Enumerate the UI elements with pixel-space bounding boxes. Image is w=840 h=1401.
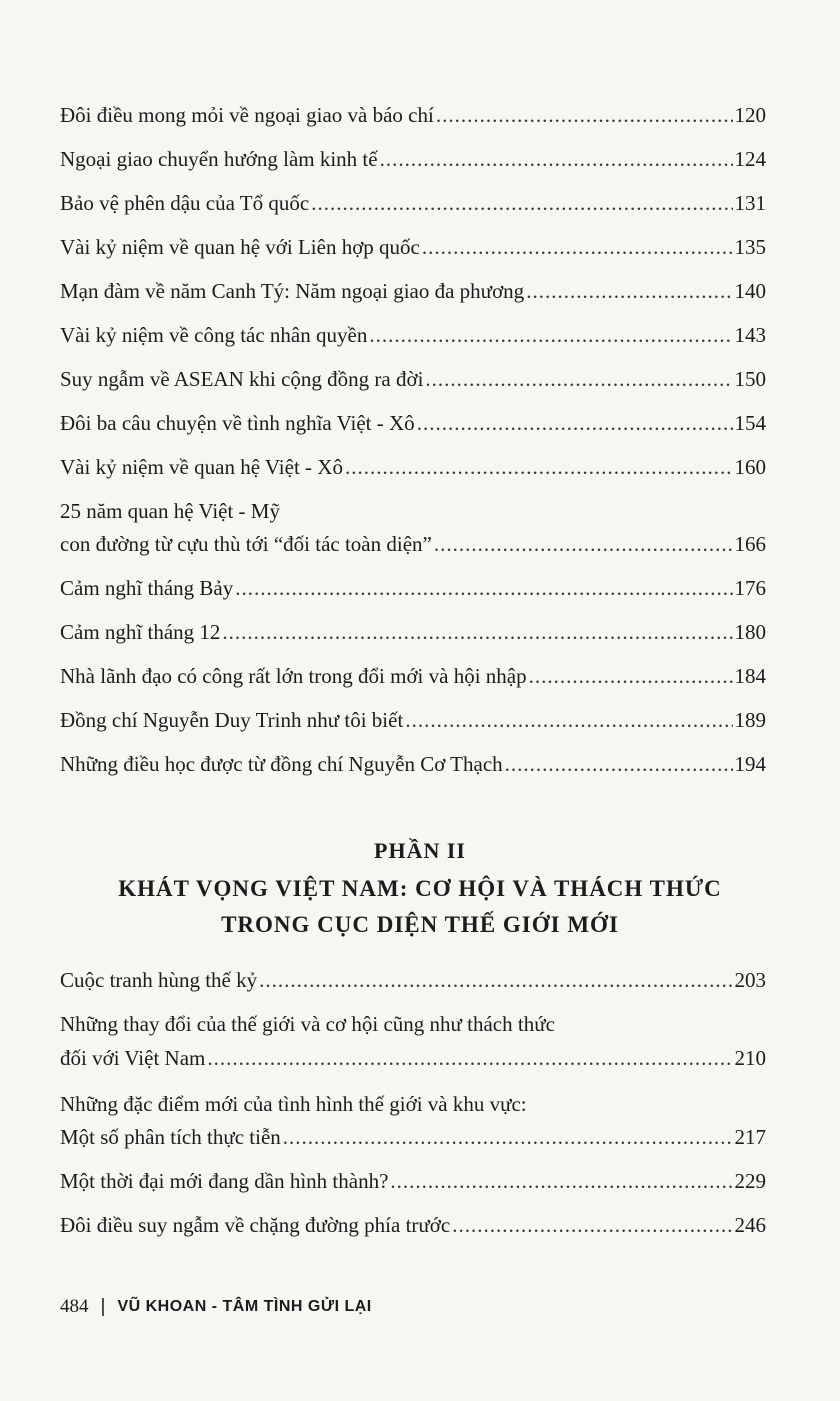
toc-entry <box>60 366 766 392</box>
toc-entry <box>60 190 766 216</box>
toc-entry-title: Vài kỷ niệm về quan hệ với Liên hợp quốc <box>60 235 420 259</box>
toc-leader-dots <box>222 619 732 645</box>
toc-entry <box>60 454 766 480</box>
part-label: PHẦN II <box>374 838 466 863</box>
toc-entry <box>60 1212 766 1238</box>
toc-entry-title: Vài kỷ niệm về quan hệ Việt - Xô <box>60 455 343 479</box>
toc-entry <box>60 278 766 304</box>
toc-entry-title: Những điều học được từ đồng chí Nguyễn Cơ Thạch <box>60 752 503 776</box>
toc-entry-page: 203 <box>734 968 766 992</box>
toc-leader-dots <box>380 146 733 172</box>
toc-leader-dots <box>369 322 732 348</box>
toc-entry <box>60 102 766 128</box>
toc-entry <box>60 1045 766 1071</box>
toc-entry-page: 166 <box>734 532 766 556</box>
toc-leader-dots <box>207 1045 732 1071</box>
toc-entry <box>60 575 766 601</box>
toc-entry-title: Mạn đàm về năm Canh Tý: Năm ngoại giao đa phương <box>60 279 525 303</box>
footer-book-title: VŨ KHOAN - TÂM TÌNH GỬI LẠI <box>117 1298 372 1315</box>
toc-entry-page: 124 <box>734 147 766 171</box>
toc-entry-page: 176 <box>734 576 766 600</box>
toc-entry <box>60 146 766 172</box>
toc-entry-first-line: 25 năm quan hệ Việt - Mỹ <box>60 499 280 523</box>
toc-entry-page: 184 <box>734 664 766 688</box>
toc-entry-title: Cuộc tranh hùng thế kỷ <box>60 968 258 992</box>
page-footer <box>60 1296 372 1318</box>
toc-entry-title: Đôi ba câu chuyện về tình nghĩa Việt - Xô <box>60 411 415 435</box>
toc-entry <box>60 1168 766 1194</box>
toc-entry-title: Đồng chí Nguyễn Duy Trinh như tôi biết <box>60 708 404 732</box>
toc-entry-page: 154 <box>734 411 766 435</box>
toc-entry-title: Đôi điều suy ngẫm về chặng đường phía trước <box>60 1213 451 1237</box>
toc-entry-title: Một thời đại mới đang dần hình thành? <box>60 1169 389 1193</box>
toc-leader-dots <box>390 1168 732 1194</box>
part-title-line-2: TRONG CỤC DIỆN THẾ GIỚI MỚI <box>221 912 619 937</box>
part-title-line-1: KHÁT VỌNG VIỆT NAM: CƠ HỘI VÀ THÁCH THỨC <box>118 876 722 901</box>
toc-entry <box>60 967 766 993</box>
toc-leader-dots <box>452 1212 732 1238</box>
toc-leader-dots <box>311 190 732 216</box>
toc-entry <box>60 531 766 557</box>
toc-entry-title: con đường từ cựu thù tới “đối tác toàn diện” <box>60 532 432 556</box>
toc-entry-page: 194 <box>734 752 766 776</box>
toc-entry <box>60 619 766 645</box>
footer-page-number: 484 <box>60 1296 89 1317</box>
toc-leader-dots <box>405 707 732 733</box>
toc-entry-title: Một số phân tích thực tiễn <box>60 1125 281 1149</box>
toc-entry <box>60 707 766 733</box>
toc-entry-title: Suy ngẫm về ASEAN khi cộng đồng ra đời <box>60 367 424 391</box>
toc-entry-page: 180 <box>734 620 766 644</box>
toc-entry-page: 160 <box>734 455 766 479</box>
toc-entry-page: 135 <box>734 235 766 259</box>
toc-entry-page: 217 <box>734 1125 766 1149</box>
toc-entry <box>60 234 766 260</box>
toc-leader-dots <box>436 102 733 128</box>
toc-leader-dots <box>425 366 732 392</box>
toc-entry-title: Nhà lãnh đạo có công rất lớn trong đổi mới và hội nhập <box>60 664 527 688</box>
toc-entry-page: 229 <box>734 1169 766 1193</box>
toc-entry-first-line: Những thay đổi của thế giới và cơ hội cũng như thách thức <box>60 1012 555 1036</box>
toc-entry-title: Cảm nghĩ tháng Bảy <box>60 576 234 600</box>
toc-leader-dots <box>505 751 733 777</box>
toc-entry-page: 140 <box>734 279 766 303</box>
toc-entry-title: Đôi điều mong mỏi về ngoại giao và báo chí <box>60 103 434 127</box>
toc-entry-page: 150 <box>734 367 766 391</box>
toc-entry <box>60 322 766 348</box>
toc-entry <box>60 663 766 689</box>
toc-entry-title: đối với Việt Nam <box>60 1046 206 1070</box>
toc-entry-title: Bảo vệ phên dậu của Tổ quốc <box>60 191 310 215</box>
toc-leader-dots <box>529 663 733 689</box>
toc-entry-title: Cảm nghĩ tháng 12 <box>60 620 221 644</box>
toc-entry-page: 246 <box>734 1213 766 1237</box>
toc-leader-dots <box>526 278 732 304</box>
toc-entry <box>60 751 766 777</box>
toc-entry-page: 120 <box>734 103 766 127</box>
toc-entry-page: 210 <box>734 1046 766 1070</box>
toc-entry <box>60 410 766 436</box>
footer-separator: | <box>100 1296 106 1317</box>
toc-leader-dots <box>345 454 733 480</box>
toc-entry-page: 143 <box>734 323 766 347</box>
toc-entry <box>60 1124 766 1150</box>
toc-entry-title: Vài kỷ niệm về công tác nhân quyền <box>60 323 368 347</box>
toc-leader-dots <box>422 234 733 260</box>
toc-leader-dots <box>283 1124 733 1150</box>
toc-leader-dots <box>417 410 733 436</box>
toc-entry-title: Ngoại giao chuyển hướng làm kinh tế <box>60 147 378 171</box>
toc-entry-first-line: Những đặc điểm mới của tình hình thế giới và khu vực: <box>60 1092 527 1116</box>
toc-entry-page: 131 <box>734 191 766 215</box>
toc-leader-dots <box>235 575 732 601</box>
toc-entry-page: 189 <box>734 708 766 732</box>
toc-leader-dots <box>434 531 733 557</box>
toc-leader-dots <box>259 967 732 993</box>
